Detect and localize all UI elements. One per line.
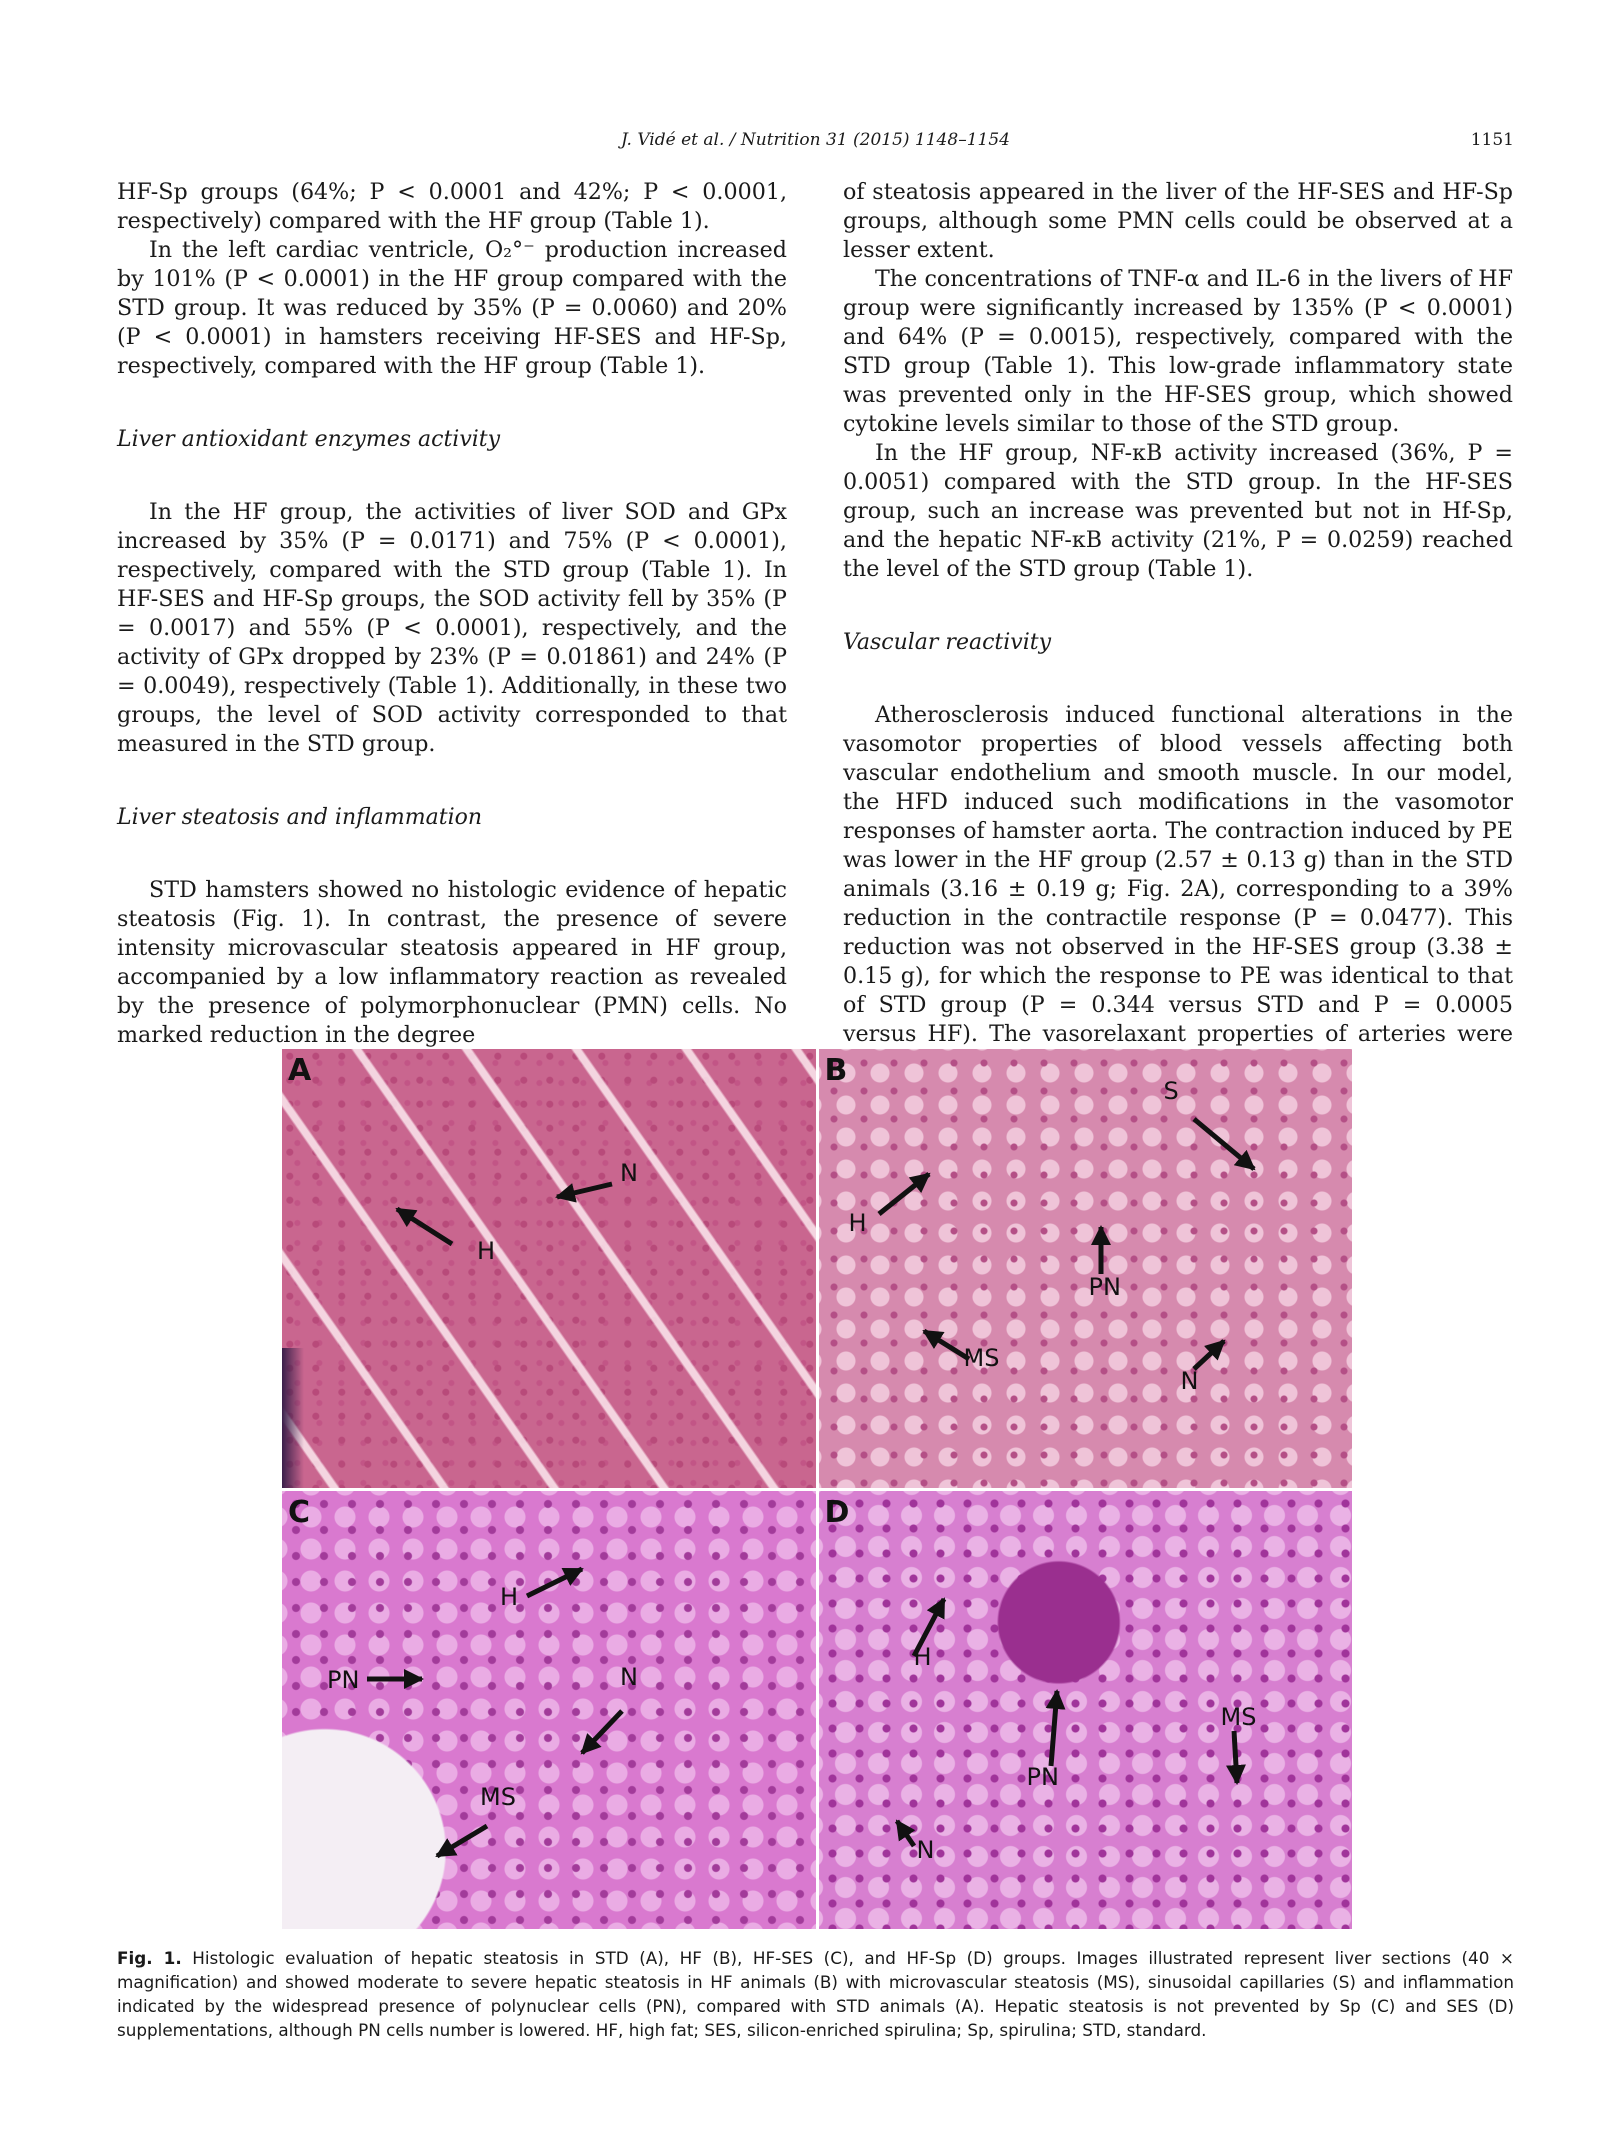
arrow-icon (1234, 1731, 1237, 1783)
arrow-icon (1194, 1341, 1224, 1369)
label-pn: PN (1026, 1762, 1059, 1791)
histology-panel-a (282, 1049, 816, 1488)
caption-label: Fig. 1. (117, 1948, 182, 1968)
label-h: H (848, 1209, 867, 1237)
paragraph: HF-Sp groups (64%; P < 0.0001 and 42%; P < 0.0001, respectively) compared with the HF group (Table 1). (117, 179, 787, 234)
panel-arrows (819, 1049, 1353, 1487)
panel-arrows (819, 1491, 1353, 1929)
page-number: 1151 (1470, 130, 1514, 150)
arrow-icon (437, 1826, 487, 1856)
panel-letter: D (824, 1494, 850, 1530)
arrow-icon (879, 1174, 929, 1214)
left-column (117, 178, 787, 1050)
paragraph: STD hamsters showed no histologic evidence of hepatic steatosis (Fig. 1). In contrast, the presence of severe intensity microvascular steatosis appeared in HF group, accompanied by a low inflammatory reaction as revealed by the presence of polymorphonuclear (PMN) cells. No marked reduction in the degree (117, 877, 787, 1048)
caption-text: Histologic evaluation of hepatic steatosis in STD (A), HF (B), HF-SES (C), and HF-Sp (D) groups. Images illustrated represent liver sections (40 × magnification) and showed moderate to severe hepatic steatosis in HF animals (B) with microvascular steatosis (MS), sinusoidal capillaries (S) and inflammation indicated by the widespread presence of polynuclear cells (PN), compared with STD animals (A). Hepatic steatosis is not prevented by Sp (C) and SES (D) supplementations, although PN cells number is lowered. HF, high fat; SES, silicon-enriched spirulina; Sp, spirulina; STD, standard. (117, 1948, 1514, 2040)
figure-caption (117, 1946, 1514, 2042)
label-h: H (500, 1582, 519, 1611)
arrow-icon (897, 1821, 914, 1846)
arrow-icon (527, 1569, 582, 1596)
label-h: H (477, 1237, 496, 1265)
label-ms: MS (1220, 1702, 1257, 1731)
histology-panel-b (819, 1049, 1353, 1488)
arrow-icon (1194, 1119, 1254, 1169)
label-n: N (1180, 1367, 1199, 1395)
label-ms: MS (963, 1344, 1000, 1372)
section-heading: Vascular reactivity (843, 630, 1052, 655)
label-n: N (620, 1159, 638, 1187)
paragraph: In the left cardiac ventricle, O₂°⁻ production increased by 101% (P < 0.0001) in the HF group compared with the STD group. It was reduced by 35% (P = 0.0060) and 20% (P < 0.0001) in hamsters receiving HF-SES and HF-Sp, respectively, compared with the HF group (Table 1). (117, 237, 787, 379)
section-heading: Liver steatosis and inflammation (117, 805, 483, 830)
paragraph: of steatosis appeared in the liver of the HF-SES and HF-Sp groups, although some PMN cells could be observed at a lesser extent. (843, 179, 1513, 263)
histology-panel-d (819, 1491, 1353, 1930)
paragraph: The concentrations of TNF-α and IL-6 in the livers of HF group were significantly increased by 135% (P < 0.0001) and 64% (P = 0.0015), respectively, compared with the STD group (Table 1). This low-grade inflammatory state was prevented only in the HF-SES group, which showed cytokine levels similar to those of the STD group. (843, 266, 1513, 437)
paragraph: Atherosclerosis induced functional alterations in the vasomotor properties of blood vessels affecting both vascular endothelium and smooth muscle. In our model, the HFD induced such modifications in the vasomotor responses of hamster aorta. The contraction induced by PE was lower in the HF group (2.57 ± 0.13 g) than in the STD animals (3.16 ± 0.19 g; Fig. 2A), corresponding to a 39% reduction in the contractile response (P = 0.0477). This reduction was not observed in the HF-SES group (3.38 ± 0.15 g), for which the response to PE was identical to that of STD group (P = 0.344 versus STD and P = 0.0005 versus HF). The vasorelaxant properties of arteries were (843, 702, 1513, 1047)
arrow-icon (1051, 1691, 1057, 1766)
histology-panel-c (282, 1491, 816, 1930)
arrow-icon (557, 1184, 612, 1197)
label-s: S (1163, 1077, 1179, 1105)
figure-1 (282, 1049, 1352, 1929)
label-h: H (913, 1642, 932, 1671)
panel-arrows (282, 1491, 816, 1929)
arrow-icon (924, 1331, 969, 1359)
right-column (843, 178, 1513, 1078)
panel-letter: B (824, 1053, 848, 1088)
paragraph: In the HF group, the activities of liver SOD and GPx increased by 35% (P = 0.0171) and 75% (P < 0.0001), respectively, compared with the STD group (Table 1). In HF-SES and HF-Sp groups, the SOD activity fell by 35% (P = 0.0017) and 55% (P < 0.0001), respectively, and the activity of GPx dropped by 23% (P = 0.01861) and 24% (P = 0.0049), respectively (Table 1). Additionally, in these two groups, the level of SOD activity corresponded to that measured in the STD group. (117, 499, 787, 757)
journal-citation: J. Vidé et al. / Nutrition 31 (2015) 1148–1154 (621, 130, 1010, 150)
label-n: N (620, 1662, 638, 1691)
label-ms: MS (480, 1782, 516, 1811)
paragraph: In the HF group, NF-κB activity increased (36%, P = 0.0051) compared with the STD group. In the HF-SES group, such an increase was prevented but not in Hf-Sp, and the hepatic NF-κB activity (21%, P = 0.0259) reached the level of the STD group (Table 1). (843, 440, 1513, 582)
arrow-icon (397, 1209, 452, 1244)
panel-letter: A (288, 1053, 312, 1088)
label-pn: PN (327, 1665, 360, 1694)
label-pn: PN (1088, 1273, 1121, 1301)
label-n: N (916, 1835, 935, 1864)
panel-arrows (282, 1049, 816, 1487)
section-heading: Liver antioxidant enzymes activity (117, 427, 501, 452)
arrow-icon (582, 1711, 622, 1753)
panel-letter: C (288, 1494, 311, 1530)
